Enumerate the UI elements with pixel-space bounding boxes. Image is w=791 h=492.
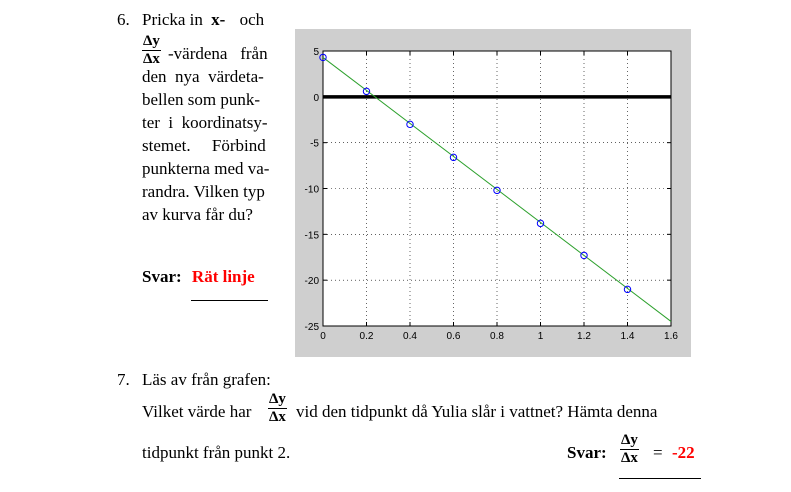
q6-delta-fraction <box>142 33 161 68</box>
y-tick-label: -5 <box>310 138 319 150</box>
q6-frac-denominator: Δx <box>143 51 160 67</box>
x-tick-label: 0.8 <box>490 331 504 342</box>
x-tick-label: 1.6 <box>664 331 678 342</box>
q6-line1-och: och <box>239 10 265 29</box>
q6-answer-value: Rät linje <box>191 267 255 286</box>
x-tick-label: 1.2 <box>577 331 591 342</box>
q7-answer-frac-denominator: Δx <box>621 450 638 466</box>
q7-line2-a: Vilket värde har <box>142 402 252 421</box>
q7-answer-value: -22 <box>672 443 695 462</box>
y-tick-label: -10 <box>304 184 319 196</box>
q6-answer <box>142 266 255 288</box>
q6-line7: punkterna med va- <box>142 159 270 178</box>
q7-number: 7. <box>117 370 130 389</box>
q6-line2: -värdena från <box>168 44 268 63</box>
y-tick-label: -15 <box>304 230 319 242</box>
q7-answer-frac-numerator: Δy <box>621 432 638 448</box>
y-tick-label: 5 <box>313 47 319 58</box>
q6-line9: av kurva får du? <box>142 205 253 224</box>
q6-answer-underline <box>191 300 268 301</box>
q7-line2-b: vid den tidpunkt då Yulia slår i vattnet? Hämta denna <box>296 402 658 421</box>
x-tick-label: 1 <box>537 331 544 342</box>
q6-line1-a: Pricka in <box>142 10 203 29</box>
q6-number: 6. <box>117 10 130 29</box>
q6-line5: ter i koordinatsy- <box>142 113 268 132</box>
x-tick-label: 0.6 <box>446 331 461 342</box>
q7-answer-underline <box>619 478 701 479</box>
q6-answer-label: Svar: <box>142 267 182 286</box>
chart-panel <box>295 29 691 357</box>
q7-frac-numerator: Δy <box>269 391 286 407</box>
q7-answer-equals: = <box>653 443 663 462</box>
q6-line1 <box>142 9 264 31</box>
x-tick-label: 0.4 <box>403 331 417 342</box>
q7-frac-denominator: Δx <box>269 409 286 425</box>
x-tick-label: 0.2 <box>359 331 374 342</box>
y-tick-label: 0 <box>313 92 319 104</box>
q7-delta-fraction <box>268 391 287 426</box>
q7-line3: tidpunkt från punkt 2. <box>142 443 291 462</box>
q6-line6: stemet. Förbind <box>142 136 266 155</box>
x-tick-label: 1.4 <box>620 331 635 342</box>
q7-answer-label: Svar: <box>567 443 607 462</box>
q6-line1-x: x- <box>211 10 226 29</box>
y-tick-label: -25 <box>304 322 319 333</box>
y-tick-label: -20 <box>304 276 319 288</box>
q6-line3: den nya värdeta- <box>142 67 264 86</box>
q7-answer-fraction <box>620 432 639 467</box>
q6-frac-numerator: Δy <box>143 33 160 49</box>
chart <box>295 29 691 357</box>
q6-line8: randra. Vilken typ <box>142 182 265 201</box>
x-tick-label: 0 <box>320 331 326 342</box>
q6-line4: bellen som punk- <box>142 90 261 109</box>
q7-line1: Läs av från grafen: <box>142 370 271 389</box>
